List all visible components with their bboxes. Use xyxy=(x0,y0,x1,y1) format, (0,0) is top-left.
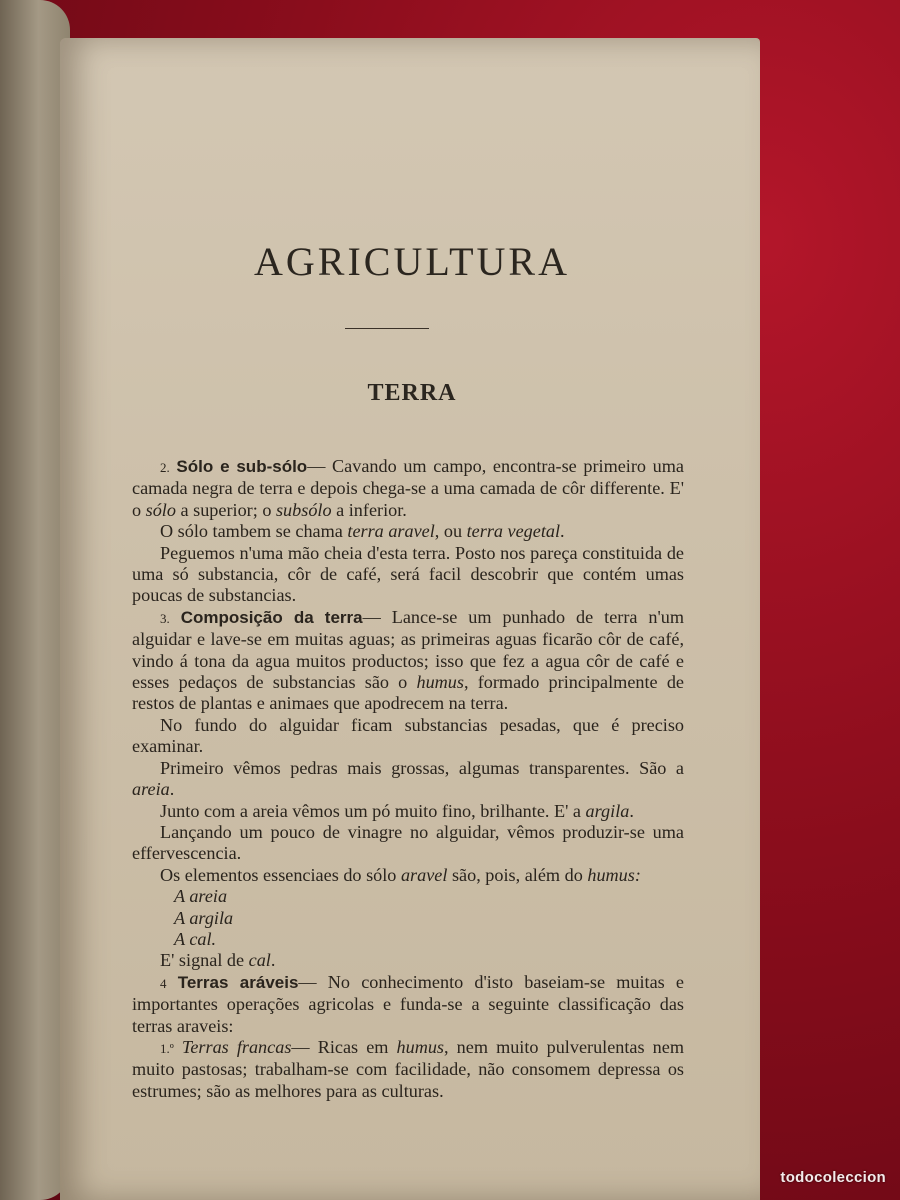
paragraph-10 xyxy=(132,950,684,971)
italic-term: subsólo xyxy=(275,499,332,520)
italic-term: Terras francas xyxy=(181,1036,292,1057)
text: , nem muito pulverulentas nem muito pastosas; trabalham-se com facilidade, não consomem depressa os estrumes; são as melhores para as culturas. xyxy=(132,1036,684,1101)
text: Os elementos essenciaes do sólo xyxy=(160,864,401,885)
paragraph-number: 4 xyxy=(160,975,167,991)
list-item: A argila xyxy=(174,907,234,928)
section-heading: TERRA xyxy=(367,380,457,406)
paragraph-heading: Sólo e sub-sólo xyxy=(176,457,308,476)
italic-term: cal xyxy=(248,950,271,971)
text: . xyxy=(629,800,634,821)
paragraph-8: Lançando um pouco de vinagre no alguidar, vêmos produzir-se uma effervescencia. xyxy=(132,821,684,864)
text: E' signal de xyxy=(160,950,249,971)
italic-term: humus xyxy=(416,672,464,693)
italic-term: sólo xyxy=(145,499,176,520)
list-item: A areia xyxy=(174,886,228,907)
italic-term: humus: xyxy=(587,864,641,885)
text: Junto com a areia vêmos um pó muito fino, brilhante. E' a xyxy=(160,800,586,821)
italic-term: areia xyxy=(132,779,170,800)
text: . xyxy=(560,521,565,542)
body-text xyxy=(132,456,684,1102)
paragraph-3: Peguemos n'uma mão cheia d'esta terra. Posto nos pareça constituida de uma só substancia, côr de café, será facil descobrir que contém umas poucas de substancias. xyxy=(132,542,684,606)
paragraph-5: No fundo do alguidar ficam substancias pesadas, que é preciso examinar. xyxy=(132,714,684,757)
text: — Ricas em xyxy=(291,1036,397,1057)
italic-term: humus xyxy=(396,1036,445,1057)
text: — Cavando um campo, encontra-se primeiro uma camada negra de terra e depois chega-se a uma camada de côr differente. E' o xyxy=(132,456,684,520)
paragraph-4 xyxy=(132,607,684,715)
paragraph-12 xyxy=(132,1037,684,1102)
text: , ou xyxy=(434,521,467,542)
paragraph-number: 2. xyxy=(160,460,170,475)
paragraph-1 xyxy=(132,456,684,521)
text: — Lance-se um punhado de terra n'um alguidar e lave-se em muitas aguas; as primeiras aguas ficarão côr de café, vindo á tona da agua muitos productos; isso que fez a agua côr de café e esses pedaços de substancias são o xyxy=(132,606,685,693)
paragraph-heading: Terras aráveis xyxy=(177,972,299,992)
text: a superior; o xyxy=(175,499,276,520)
paragraph-heading: Composição da terra xyxy=(180,607,363,627)
italic-term: terra vegetal xyxy=(466,521,561,542)
italic-term: terra aravel xyxy=(347,521,435,542)
paragraph-7 xyxy=(132,801,684,822)
text: . xyxy=(169,779,175,800)
paragraph-number: 1.º xyxy=(160,1040,174,1056)
paragraph-9 xyxy=(132,865,684,886)
text: . xyxy=(270,950,276,971)
paragraph-11 xyxy=(132,972,684,1037)
page-title: AGRICULTURA xyxy=(254,239,570,284)
title-divider xyxy=(345,328,429,329)
watermark-text: todocoleccion xyxy=(780,1169,886,1186)
paragraph-6 xyxy=(132,758,684,801)
paragraph-number: 3. xyxy=(160,610,170,626)
list-item: A cal. xyxy=(174,928,217,949)
paragraph-2 xyxy=(132,521,684,542)
text: Primeiro vêmos pedras mais grossas, algumas transparentes. São a xyxy=(160,757,684,778)
italic-term: aravel xyxy=(400,864,448,885)
italic-term: argila xyxy=(585,800,630,821)
text: a inferior. xyxy=(331,499,407,520)
text: são, pois, além do xyxy=(447,864,588,885)
text: , formado principalmente de restos de plantas e animaes que apodrecem na terra. xyxy=(132,672,684,714)
text: O sólo tambem se chama xyxy=(160,521,348,542)
text: — No conhecimento d'isto baseiam-se muitas e importantes operações agricolas e funda-se a seguinte classificação das terras araveis: xyxy=(132,971,684,1036)
elements-list xyxy=(174,886,684,950)
